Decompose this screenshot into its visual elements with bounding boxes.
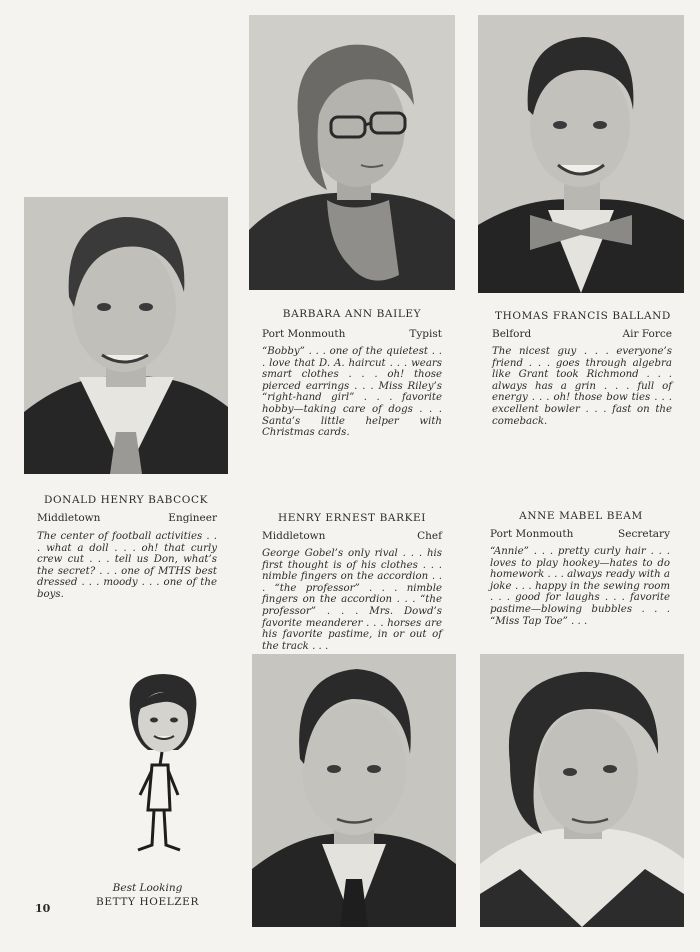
ambition: Air Force (622, 328, 672, 340)
portrait-woman-curly-hair-image (480, 654, 684, 927)
best-looking-name: BETTY HOELZER (96, 896, 199, 908)
senior-name-barkei: HENRY ERNEST BARKEI (277, 512, 427, 524)
senior-meta-bailey (262, 328, 442, 340)
ambition: Engineer (168, 512, 217, 524)
senior-bio-balland: The nicest guy . . . everyone’s friend . . . goes through algebra like Grant took Richmond . . . always has a grin . . . full of energy . . . oh! those bow ties . . . excellent bowler . . . fast on the comeback. (492, 346, 672, 427)
senior-meta-babcock (37, 512, 217, 524)
photo-anne-mabel-beam (480, 654, 684, 927)
best-looking-label: Best Looking (112, 882, 183, 894)
photo-barbara-ann-bailey (249, 15, 455, 290)
senior-meta-barkei (262, 530, 442, 542)
senior-meta-balland (492, 328, 672, 340)
hometown: Middletown (262, 530, 326, 542)
portrait-woman-glasses-image (249, 15, 455, 290)
senior-meta-beam (490, 528, 670, 540)
photo-thomas-francis-balland (478, 15, 684, 293)
senior-bio-beam: “Annie” . . . pretty curly hair . . . loves to play hookey—hates to do homework . . . always ready with a joke . . . happy in the sewing room . . . good for laughs . . . favorite pastime—blowing bubbles . . . “Miss Tap Toe” . . . (490, 546, 670, 627)
caricature-figure-image (118, 670, 208, 860)
portrait-man-bowtie-image (478, 15, 684, 293)
hometown: Port Monmouth (262, 328, 346, 340)
senior-bio-babcock: The center of football activities . . . what a doll . . . oh! that curly crew cut . . . tell us Don, what’s the secret? . . . one of MTHS best dressed . . . moody . . . one of the boys. (37, 531, 217, 600)
ambition: Chef (417, 530, 442, 542)
hometown: Belford (492, 328, 532, 340)
ambition: Secretary (618, 528, 670, 540)
hometown: Port Monmouth (490, 528, 574, 540)
senior-name-balland: THOMAS FRANCIS BALLAND (495, 310, 671, 322)
best-looking-caricature (118, 670, 208, 860)
portrait-man-slicked-hair-image (252, 654, 456, 927)
ambition: Typist (409, 328, 442, 340)
senior-name-beam: ANNE MABEL BEAM (519, 510, 643, 522)
photo-henry-ernest-barkei (252, 654, 456, 927)
senior-name-bailey: BARBARA ANN BAILEY (282, 308, 422, 320)
page-number: 10 (35, 902, 51, 915)
hometown: Middletown (37, 512, 101, 524)
senior-bio-bailey: “Bobby” . . . one of the quietest . . . love that D. A. haircut . . . wears smart clothes . . . oh! those pierced earrings . . . Miss Riley’s “right-hand girl” . . . favorite hobby—taking care of dogs . . . Santa’s little helper with Christmas cards. (262, 346, 442, 439)
senior-bio-barkei: George Gobel’s only rival . . . his first thought is of his clothes . . . nimble fingers on the accordion . . . “the professor” . . . nimble fingers on the accordion . . . “the professor” . . . Mrs. Dowd’s favorite meanderer . . . horses are his favorite pastime, in or out of the track . . . (262, 548, 442, 652)
portrait-man-tie-image (24, 197, 228, 474)
photo-donald-henry-babcock (24, 197, 228, 474)
senior-name-babcock: DONALD HENRY BABCOCK (43, 494, 209, 506)
